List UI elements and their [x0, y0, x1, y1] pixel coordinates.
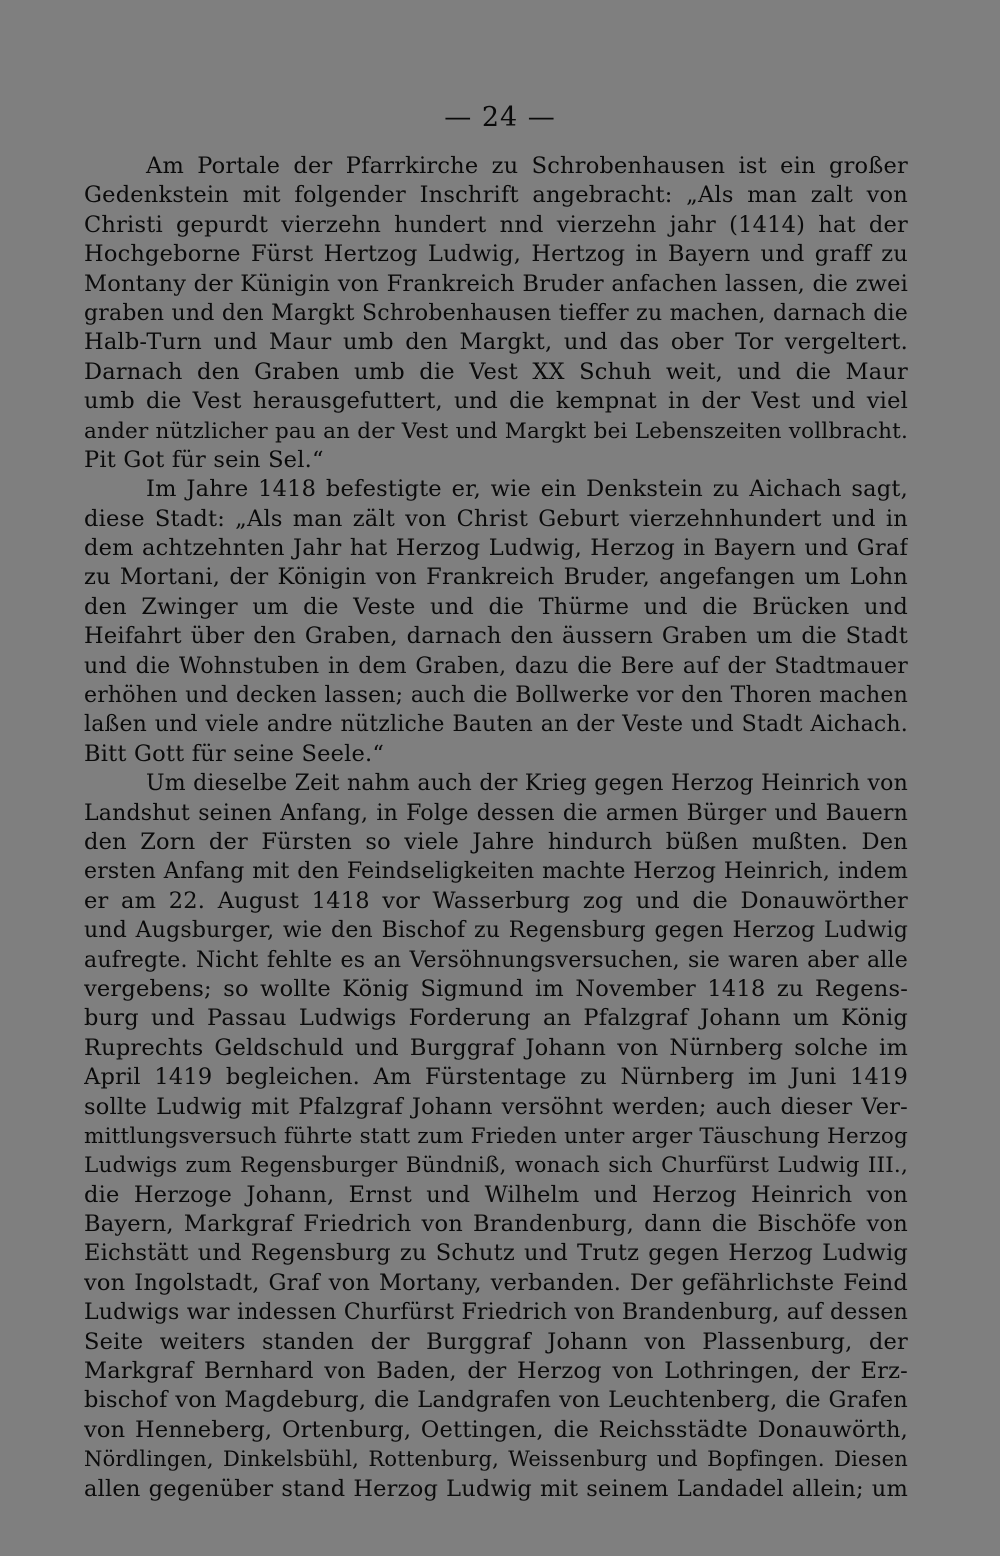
- text-line: und Augsburger, wie den Bischof zu Regensburg gegen Herzog Ludwig: [84, 918, 908, 944]
- text-line: Im Jahre 1418 befestigte er, wie ein Denkstein zu Aichach sagt,: [146, 476, 908, 503]
- text-line: und die Wohnstuben in dem Graben, dazu die Bere auf der Stadtmauer: [84, 653, 908, 679]
- text-line: den Zwinger um die Veste und die Thürme und die Brücken und: [84, 593, 908, 620]
- text-line: burg und Passau Ludwigs Forderung an Pfalzgraf Johann um König: [84, 1005, 908, 1032]
- body-text: [84, 152, 908, 1504]
- text-line: Um dieselbe Zeit nahm auch der Krieg gegen Herzog Heinrich von: [146, 771, 908, 797]
- text-line: Bitt Gott für seine Seele.“: [84, 740, 385, 767]
- text-line: von Henneberg, Ortenburg, Oettingen, die Reichsstädte Donauwörth,: [84, 1416, 908, 1443]
- text-line: sollte Ludwig mit Pfalzgraf Johann versöhnt werden; auch dieser Ver-: [84, 1093, 908, 1120]
- text-line: diese Stadt: „Als man zält von Christ Geburt vierzehnhundert und in: [84, 505, 908, 532]
- text-line: Montany der Künigin von Frankreich Bruder anfachen lassen, die zwei: [84, 270, 908, 297]
- text-line: Heifahrt über den Graben, darnach den äussern Graben um die Stadt: [84, 623, 908, 650]
- text-line: Eichstätt und Regensburg zu Schutz und Trutz gegen Herzog Ludwig: [84, 1240, 908, 1267]
- text-line: allen gegenüber stand Herzog Ludwig mit seinem Landadel allein; um: [84, 1475, 908, 1502]
- text-line: April 1419 begleichen. Am Fürstentage zu Nürnberg im Juni 1419: [84, 1064, 908, 1091]
- text-line: Hochgeborne Fürst Hertzog Ludwig, Hertzog in Bayern und graff zu: [84, 241, 908, 268]
- text-line: vergebens; so wollte König Sigmund im November 1418 zu Regens-: [84, 975, 908, 1002]
- text-line: Bayern, Markgraf Friedrich von Brandenburg, dann die Bischöfe von: [84, 1211, 908, 1238]
- text-line: bischof von Magdeburg, die Landgrafen von Leuchtenberg, die Grafen: [84, 1387, 908, 1414]
- text-line: graben und den Margkt Schrobenhausen tieffer zu machen, darnach die: [84, 300, 908, 326]
- text-line: die Herzoge Johann, Ernst und Wilhelm und Herzog Heinrich von: [84, 1181, 908, 1208]
- text-line: Seite weiters standen der Burggraf Johann von Plassenburg, der: [84, 1328, 908, 1355]
- text-line: dem achtzehnten Jahr hat Herzog Ludwig, Herzog in Bayern und Graf: [84, 535, 908, 562]
- text-line: von Ingolstadt, Graf von Mortany, verbanden. Der gefährlichste Feind: [84, 1269, 908, 1296]
- text-line: Gedenkstein mit folgender Inschrift angebracht: „Als man zalt von: [84, 182, 908, 209]
- text-line: Landshut seinen Anfang, in Folge dessen die armen Bürger und Bauern: [84, 800, 908, 826]
- text-line: den Zorn der Fürsten so viele Jahre hindurch büßen mußten. Den: [84, 828, 908, 855]
- text-line: mittlungsversuch führte statt zum Frieden unter arger Täuschung Herzog: [84, 1123, 908, 1149]
- text-line: Nördlingen, Dinkelsbühl, Rottenburg, Weissenburg und Bopfingen. Diesen: [84, 1447, 908, 1472]
- text-line: Christi gepurdt vierzehn hundert nnd vierzehn jahr (1414) hat der: [84, 211, 908, 238]
- text-line: Am Portale der Pfarrkirche zu Schrobenhausen ist ein großer: [146, 153, 908, 179]
- text-line: erhöhen und decken lassen; auch die Bollwerke vor den Thoren machen: [84, 683, 908, 709]
- page-number: — 24 —: [444, 102, 556, 133]
- text-line: zu Mortani, der Königin von Frankreich Bruder, angefangen um Lohn: [84, 564, 908, 591]
- text-line: ersten Anfang mit den Feindseligkeiten machte Herzog Heinrich, indem: [84, 859, 908, 885]
- text-line: Pit Got für sein Sel.“: [84, 446, 324, 473]
- text-line: Halb-Turn und Maur umb den Margkt, und das ober Tor vergeltert.: [84, 329, 908, 356]
- text-line: Darnach den Graben umb die Vest XX Schuh weit, und die Maur: [84, 358, 908, 385]
- text-line: Ludwigs war indessen Churfürst Friedrich von Brandenburg, auf dessen: [84, 1300, 908, 1326]
- text-line: er am 22. August 1418 vor Wasserburg zog und die Donauwörther: [84, 887, 908, 914]
- text-line: Ludwigs zum Regensburger Bündniß, wonach sich Churfürst Ludwig III.,: [84, 1153, 908, 1179]
- text-line: Ruprechts Geldschuld und Burggraf Johann von Nürnberg solche im: [84, 1034, 908, 1061]
- text-line: ander nützlicher pau an der Vest und Margkt bei Lebenszeiten vollbracht.: [84, 418, 908, 444]
- text-line: Markgraf Bernhard von Baden, der Herzog von Lothringen, der Erz-: [84, 1358, 908, 1385]
- text-line: laßen und viele andre nützliche Bauten an der Veste und Stadt Aichach.: [84, 712, 908, 738]
- text-line: aufregte. Nicht fehlte es an Versöhnungsversuchen, sie waren aber alle: [84, 947, 908, 973]
- text-line: umb die Vest herausgefuttert, und die kempnat in der Vest und viel: [84, 388, 908, 415]
